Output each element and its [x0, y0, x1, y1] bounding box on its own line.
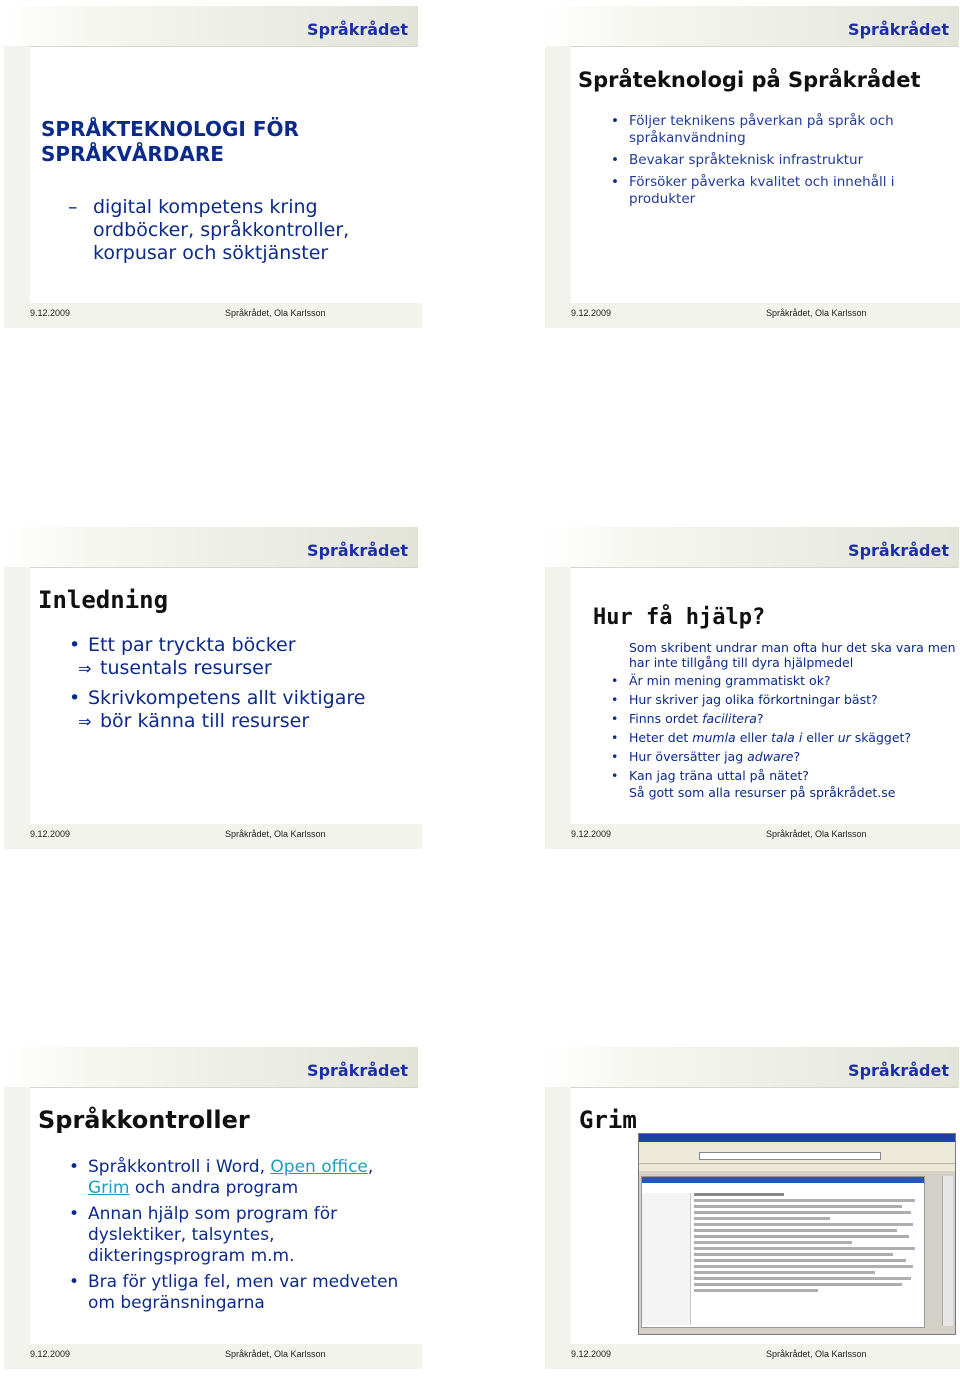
dash-bullet: – [68, 196, 78, 218]
slide-title: Språteknologi på Språkrådet [578, 68, 921, 92]
list-item: • Annan hjälp som program för dyslektiker, talsyntes, dikteringsprogram m.m. [70, 1204, 410, 1267]
list-item [70, 1157, 410, 1199]
window-titlebar [639, 1134, 955, 1142]
list-item: • Är min mening grammatiskt ok? [612, 673, 952, 688]
list-item: • Följer teknikens påverkan på språk och språkanvändning [612, 113, 942, 147]
list-item: • Bevakar språkteknisk infrastruktur [612, 152, 942, 169]
bookmarks-bar [639, 1164, 955, 1171]
question-list [612, 673, 952, 787]
text-part: Hur översätter jag [629, 749, 748, 764]
text-part: , [367, 1157, 374, 1177]
grim-link[interactable]: Grim [88, 1178, 130, 1198]
item-subline-text: tusentals resurser [100, 657, 272, 679]
list-item [612, 749, 952, 764]
slide-left-strip [4, 527, 30, 849]
item-subline-text: bör känna till resurser [100, 710, 310, 732]
inner-titlebar [642, 1177, 924, 1183]
emphasis: ur [837, 730, 851, 745]
brand-label: Språkrådet [307, 541, 408, 560]
address-bar [699, 1152, 881, 1160]
emphasis: tala [771, 730, 795, 745]
slide-left-strip [4, 6, 30, 328]
text-part: eller [735, 730, 772, 745]
footer-author: Språkrådet, Ola Karlsson [766, 829, 867, 839]
brand-label: Språkrådet [848, 541, 949, 560]
open-office-link[interactable]: Open office [270, 1157, 368, 1177]
item-subline [78, 657, 410, 680]
list-item [70, 687, 410, 733]
emphasis: mumla [692, 730, 736, 745]
text-part: Heter det [629, 730, 693, 745]
slide-title: Grim [579, 1106, 637, 1134]
slide-left-strip [545, 527, 571, 849]
text-part: eller [802, 730, 838, 745]
slide-1 [4, 6, 422, 328]
bullet-list [70, 1157, 410, 1319]
slide-3 [4, 527, 422, 849]
list-item [612, 730, 952, 745]
slide-footer [545, 303, 960, 328]
slide-4 [545, 527, 960, 849]
title-line-1: SPRÅKTEKNOLOGI FÖR [41, 117, 299, 141]
text-part: Finns ordet [629, 711, 703, 726]
slide-left-strip [545, 1047, 571, 1369]
slide-6 [545, 1047, 960, 1369]
list-item [70, 634, 410, 680]
implies-arrow-icon: ⇒ [78, 712, 92, 731]
emphasis: facilitera [702, 711, 757, 726]
header-rule [30, 567, 418, 568]
header-rule [30, 46, 418, 47]
list-item: • Bra för ytliga fel, men var medveten om begränsningarna [70, 1272, 410, 1314]
emphasis: adware [747, 749, 794, 764]
slide-footer [4, 1344, 422, 1369]
slide-footer [4, 303, 422, 328]
brand-label: Språkrådet [307, 1061, 408, 1080]
list-item: • Kan jag träna uttal på nätet? [612, 768, 952, 783]
text-part: Språkkontroll i Word, [88, 1157, 271, 1177]
footer-date: 9.12.2009 [571, 829, 612, 839]
header-rule [571, 46, 959, 47]
item-line: • Skrivkompetens allt viktigare [88, 687, 366, 709]
brand-label: Språkrådet [848, 20, 949, 39]
header-rule [571, 567, 959, 568]
title-line-2: SPRÅKVÅRDARE [41, 142, 224, 166]
text-part: och andra program [129, 1178, 299, 1198]
inner-window [641, 1176, 925, 1328]
footer-author: Språkrådet, Ola Karlsson [225, 1349, 326, 1359]
slide-left-strip [545, 6, 571, 328]
header-rule [30, 1087, 418, 1088]
brand-label: Språkrådet [848, 1061, 949, 1080]
list-item [612, 711, 952, 726]
implies-arrow-icon: ⇒ [78, 659, 92, 678]
text-part: skägget? [850, 730, 912, 745]
footer-date: 9.12.2009 [30, 829, 71, 839]
document-text-area [694, 1193, 920, 1323]
subtitle-text: digital kompetens kring ordböcker, språkkontroller, korpusar och söktjänster [93, 196, 350, 264]
bullet-list [70, 634, 410, 740]
list-item: • Försöker påverka kvalitet och innehåll i produkter [612, 174, 942, 208]
slide-title: Inledning [38, 586, 169, 614]
slide-footer [545, 824, 960, 849]
footer-author: Språkrådet, Ola Karlsson [766, 1349, 867, 1359]
emphasis: i [794, 730, 803, 745]
bullet-list [612, 113, 942, 213]
slide-2 [545, 6, 960, 328]
slide-footer [545, 1344, 960, 1369]
intro-text: Som skribent undrar man ofta hur det ska vara men har inte tillgång till dyra hjälpmedel [629, 640, 956, 670]
slide-title [41, 117, 371, 167]
footer-author: Språkrådet, Ola Karlsson [225, 308, 326, 318]
list-item: • Hur skriver jag olika förkortningar bäst? [612, 692, 952, 707]
footer-author: Språkrådet, Ola Karlsson [766, 308, 867, 318]
footer-author: Språkrådet, Ola Karlsson [225, 829, 326, 839]
slide-left-strip [4, 1047, 30, 1369]
slide-subtitle [68, 196, 393, 265]
brand-label: Språkrådet [307, 20, 408, 39]
item-subline [78, 710, 410, 733]
scrollbar [942, 1176, 953, 1326]
inner-sidebar [642, 1193, 691, 1325]
text-part: ? [793, 749, 801, 764]
header-rule [571, 1087, 959, 1088]
closing-text: Så gott som alla resurser på språkrådet.se [629, 785, 896, 800]
item-line: • Ett par tryckta böcker [88, 634, 296, 656]
footer-date: 9.12.2009 [30, 1349, 71, 1359]
text-part: ? [756, 711, 764, 726]
slide-title: Hur få hjälp? [593, 605, 766, 630]
slide-footer [4, 824, 422, 849]
footer-date: 9.12.2009 [571, 1349, 612, 1359]
footer-date: 9.12.2009 [30, 308, 71, 318]
slide-title: Språkkontroller [38, 1106, 250, 1134]
slide-5 [4, 1047, 422, 1369]
window-menubar [639, 1142, 955, 1149]
grim-screenshot-image [638, 1133, 956, 1335]
footer-date: 9.12.2009 [571, 308, 612, 318]
